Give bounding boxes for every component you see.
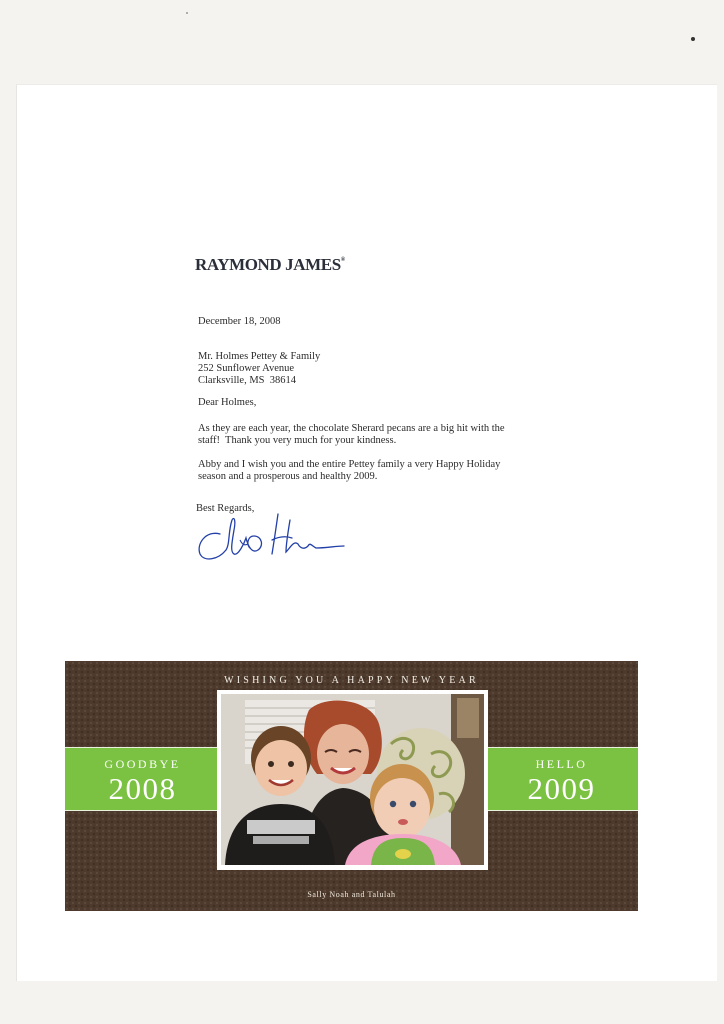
- letter-date: December 18, 2008: [198, 316, 281, 327]
- hello-label: HELLO: [535, 757, 588, 771]
- photo-caption: Sally Noah and Talulah: [307, 890, 396, 899]
- handwritten-signature: [192, 510, 352, 570]
- paragraph-1-line-1: As they are each year, the chocolate Sherard pecans are a big hit with the: [198, 423, 505, 434]
- closing: Best Regards,: [196, 503, 255, 514]
- scan-speck: [691, 37, 695, 41]
- family-photo-illustration: [221, 694, 484, 865]
- raymond-james-logo: [195, 255, 345, 275]
- registered-mark: ®: [340, 257, 345, 263]
- new-year-photo-card: [65, 661, 638, 911]
- hello-banner: [485, 747, 638, 811]
- year-2008: 2008: [108, 771, 177, 806]
- year-2009: 2009: [527, 771, 596, 806]
- paragraph-2-line-2: season and a prosperous and healthy 2009.: [198, 471, 378, 482]
- goodbye-label: GOODBYE: [104, 757, 181, 771]
- address-line-1: 252 Sunflower Avenue: [198, 363, 295, 374]
- family-photo-frame: [217, 690, 488, 870]
- scan-speck: [186, 12, 188, 14]
- paragraph-2-line-1: Abby and I wish you and the entire Pettey family a very Happy Holiday: [198, 459, 501, 470]
- recipient-name: Mr. Holmes Pettey & Family: [198, 351, 321, 362]
- paragraph-1-line-2: staff! Thank you very much for your kindness.: [198, 435, 397, 446]
- card-headline: WISHING YOU A HAPPY NEW YEAR: [224, 675, 479, 686]
- salutation: Dear Holmes,: [198, 397, 257, 408]
- family-photo: [221, 694, 484, 865]
- address-line-2: Clarksville, MS 38614: [198, 375, 297, 386]
- logo-text: RAYMOND JAMES: [195, 255, 341, 274]
- goodbye-banner: [65, 747, 220, 811]
